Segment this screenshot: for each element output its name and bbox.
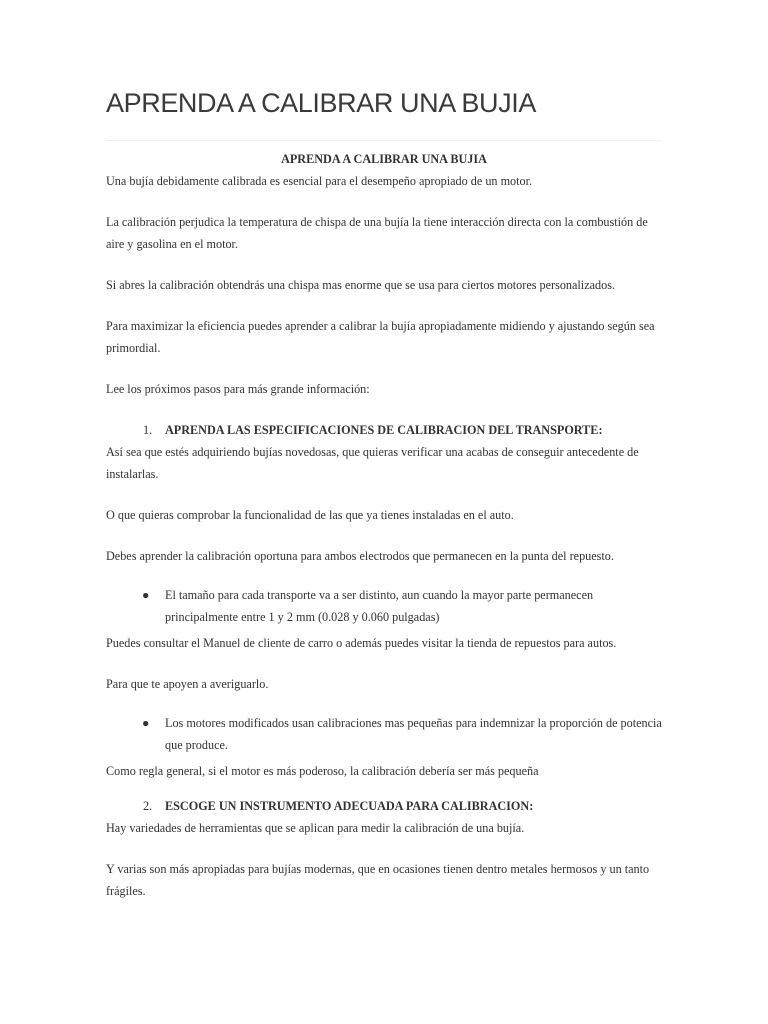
paragraph: O que quieras comprobar la funcionalidad de las que ya tienes instaladas en el auto. [106,508,514,522]
paragraph: Una bujía debidamente calibrada es esencial para el desempeño apropiado de un motor. [106,174,533,188]
paragraph: Para que te apoyen a averiguarlo. [106,677,269,691]
paragraph: Debes aprender la calibración oportuna para ambos electrodos que permanecen en la punta del repuesto. [106,549,614,563]
section-number: 1. [143,423,153,437]
bullet-text: El tamaño para cada transporte va a ser distinto, aun cuando la mayor parte permanecen principalmente entre 1 y 2 mm (0.028 y 0.060 pulgadas) [165,588,594,624]
paragraph: Lee los próximos pasos para más grande información: [106,382,370,396]
document-heading: APRENDA A CALIBRAR UNA BUJIA [281,152,487,166]
paragraph: Así sea que estés adquiriendo bujías novedosas, que quieras verificar una acabas de conseguir antecedente de instalarlas. [106,445,639,481]
title-divider [106,140,661,141]
paragraph: Para maximizar la eficiencia puedes aprender a calibrar la bujía apropiadamente midiendo y ajustando según sea primordial. [106,319,655,355]
section-heading-1 [106,419,662,441]
bullet-item [106,712,662,756]
bullet-item [106,584,662,628]
paragraph: Puedes consultar el Manuel de cliente de carro o además puedes visitar la tienda de repuestos para autos. [106,636,617,650]
section-heading-2 [106,795,662,817]
paragraph: Hay variedades de herramientas que se aplican para medir la calibración de una bujía. [106,821,525,835]
document-body [106,148,662,921]
bullet-icon: ● [142,716,150,730]
bullet-text: Los motores modificados usan calibraciones mas pequeñas para indemnizar la proporción de potencia que produce. [165,716,662,752]
bullet-icon: ● [142,588,150,602]
paragraph: Como regla general, si el motor es más poderoso, la calibración debería ser más pequeña [106,764,539,778]
paragraph: La calibración perjudica la temperatura de chispa de una bujía la tiene interacción directa con la combustión de aire y gasolina en el motor. [106,215,648,251]
paragraph: Y varias son más apropiadas para bujías modernas, que en ocasiones tienen dentro metales hermosos y un tanto frágiles. [106,862,650,898]
section-title: ESCOGE UN INSTRUMENTO ADECUADA PARA CALIBRACION: [165,799,534,813]
paragraph: Si abres la calibración obtendrás una chispa mas enorme que se usa para ciertos motores personalizados. [106,278,615,292]
page-title: APRENDA A CALIBRAR UNA BUJIA [106,88,536,118]
section-title: APRENDA LAS ESPECIFICACIONES DE CALIBRACION DEL TRANSPORTE: [165,423,603,437]
section-number: 2. [143,799,153,813]
